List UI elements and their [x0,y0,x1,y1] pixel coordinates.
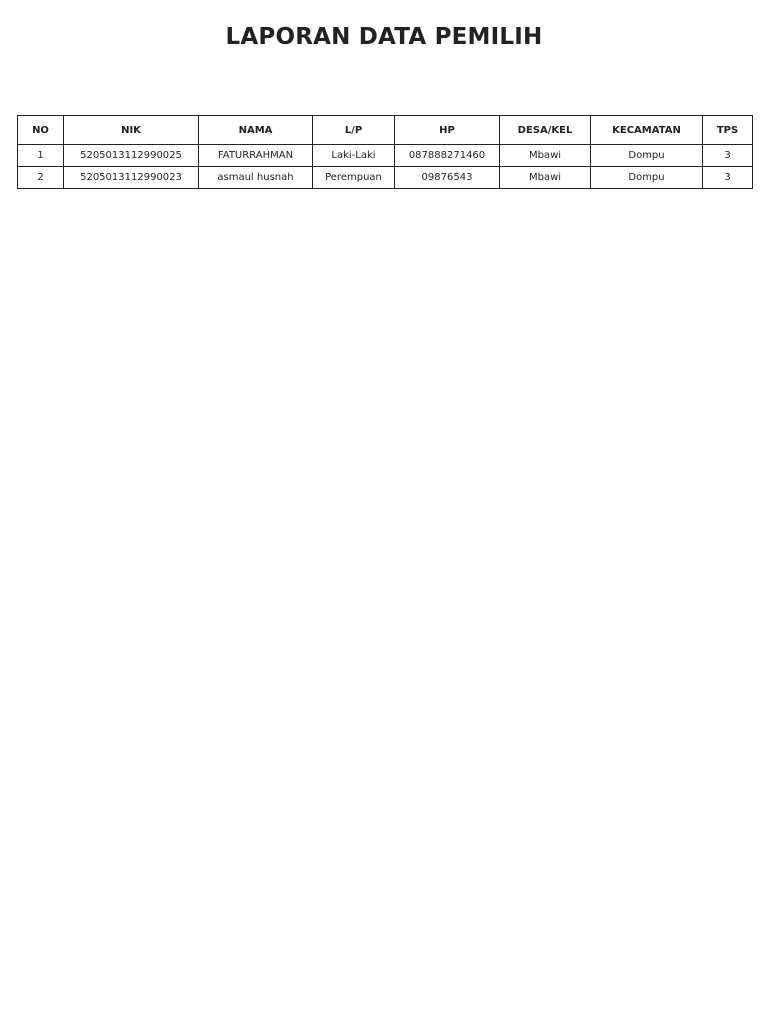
cell-hp: 09876543 [395,167,500,189]
table-header-row [18,116,753,145]
cell-nik: 5205013112990023 [64,167,199,189]
header-desa-kel: DESA/KEL [500,116,591,145]
header-nik: NIK [64,116,199,145]
cell-desa-kel: Mbawi [500,145,591,167]
cell-lp: Laki-Laki [313,145,395,167]
cell-tps: 3 [703,167,753,189]
cell-nama: asmaul husnah [199,167,313,189]
cell-hp: 087888271460 [395,145,500,167]
cell-kecamatan: Dompu [591,145,703,167]
header-nama: NAMA [199,116,313,145]
cell-no: 2 [18,167,64,189]
table-row [18,145,753,167]
cell-nama: FATURRAHMAN [199,145,313,167]
cell-kecamatan: Dompu [591,167,703,189]
cell-nik: 5205013112990025 [64,145,199,167]
cell-no: 1 [18,145,64,167]
header-lp: L/P [313,116,395,145]
header-hp: HP [395,116,500,145]
voter-data-table [17,115,753,189]
header-tps: TPS [703,116,753,145]
cell-tps: 3 [703,145,753,167]
page-title: LAPORAN DATA PEMILIH [225,24,543,50]
table-row [18,167,753,189]
cell-lp: Perempuan [313,167,395,189]
header-no: NO [18,116,64,145]
cell-desa-kel: Mbawi [500,167,591,189]
header-kecamatan: KECAMATAN [591,116,703,145]
